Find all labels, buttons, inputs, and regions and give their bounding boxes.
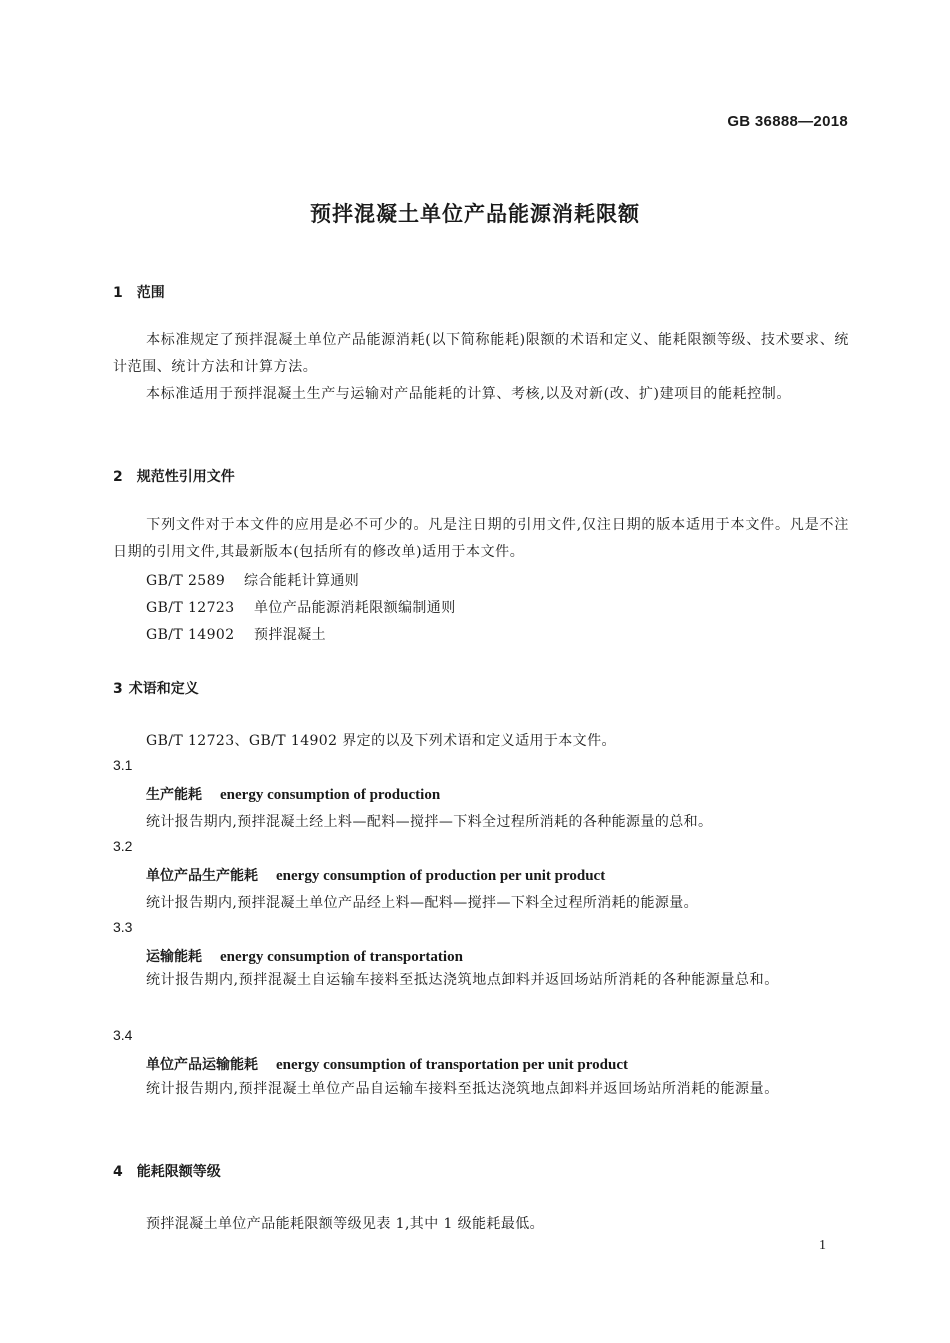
section-2-heading (113, 466, 235, 486)
paragraph-text: 下列文件对于本文件的应用是必不可少的。凡是注日期的引用文件,仅注日期的版本适用于本文件。凡是不注日期的引用文件,其最新版本(包括所有的修改单)适用于本文件。 (113, 517, 849, 560)
section-1-paragraph-2 (113, 381, 849, 408)
term-definition: 统计报告期内,预拌混凝土经上料—配料—搅拌—下料全过程所消耗的各种能源量的总和。 (146, 814, 713, 830)
term-heading (146, 1054, 628, 1074)
paragraph-text: 统计报告期内,预拌混凝土单位产品自运输车接料至抵达浇筑地点卸料并返回场站所消耗的能源量。 (146, 1081, 779, 1097)
reference-item (146, 570, 359, 590)
term-name-en: energy consumption of production per unit product (276, 868, 606, 884)
section-3-heading (113, 678, 199, 698)
reference-code: GB/T 2589 (146, 573, 226, 589)
standard-code: GB 36888—2018 (727, 113, 848, 130)
term-name-zh: 生产能耗 (146, 787, 202, 803)
section-4-paragraph-1: 预拌混凝土单位产品能耗限额等级见表 1,其中 1 级能耗最低。 (146, 1216, 545, 1232)
term-name-en: energy consumption of transportation (220, 949, 463, 965)
section-number: 3 (113, 681, 123, 697)
page-number: 1 (819, 1238, 826, 1253)
section-2-paragraph-1 (113, 512, 849, 566)
reference-name: 单位产品能源消耗限额编制通则 (254, 600, 456, 616)
term-number: 3.1 (113, 757, 133, 773)
section-1-paragraph-1 (113, 327, 849, 381)
section-title: 规范性引用文件 (136, 469, 235, 485)
term-number: 3.4 (113, 1027, 133, 1043)
term-definition (113, 1076, 849, 1103)
section-3-intro: GB/T 12723、GB/T 14902 界定的以及下列术语和定义适用于本文件。 (146, 733, 616, 749)
paragraph-text: 本标准适用于预拌混凝土生产与运输对产品能耗的计算、考核,以及对新(改、扩)建项目的能耗控制。 (146, 386, 791, 402)
section-title: 范围 (136, 285, 165, 301)
reference-name: 综合能耗计算通则 (244, 573, 360, 589)
section-1-heading (113, 282, 165, 302)
reference-item (146, 624, 326, 644)
term-definition: 统计报告期内,预拌混凝土单位产品经上料—配料—搅拌—下料全过程所消耗的能源量。 (146, 895, 699, 911)
term-name-en: energy consumption of production (220, 787, 441, 803)
section-title: 能耗限额等级 (136, 1164, 221, 1180)
term-heading (146, 784, 440, 804)
document-title: 预拌混凝土单位产品能源消耗限额 (310, 202, 640, 226)
section-number: 1 (113, 285, 123, 301)
term-heading (146, 865, 605, 885)
reference-name: 预拌混凝土 (254, 627, 326, 643)
section-number: 2 (113, 469, 123, 485)
reference-item (146, 597, 456, 617)
term-name-zh: 单位产品生产能耗 (146, 868, 258, 884)
paragraph-text: 本标准规定了预拌混凝土单位产品能源消耗(以下简称能耗)限额的术语和定义、能耗限额等级、技术要求、统计范围、统计方法和计算方法。 (113, 332, 849, 375)
term-number: 3.3 (113, 919, 133, 935)
section-4-heading (113, 1161, 221, 1181)
paragraph-text: 统计报告期内,预拌混凝土自运输车接料至抵达浇筑地点卸料并返回场站所消耗的各种能源量总和。 (146, 972, 779, 988)
term-name-en: energy consumption of transportation per unit product (276, 1057, 628, 1073)
reference-code: GB/T 12723 (146, 600, 235, 616)
term-name-zh: 单位产品运输能耗 (146, 1057, 258, 1073)
term-heading (146, 946, 463, 966)
reference-code: GB/T 14902 (146, 627, 235, 643)
term-number: 3.2 (113, 838, 133, 854)
term-definition (113, 967, 849, 994)
term-name-zh: 运输能耗 (146, 949, 202, 965)
section-title: 术语和定义 (128, 681, 199, 697)
section-number: 4 (113, 1164, 123, 1180)
